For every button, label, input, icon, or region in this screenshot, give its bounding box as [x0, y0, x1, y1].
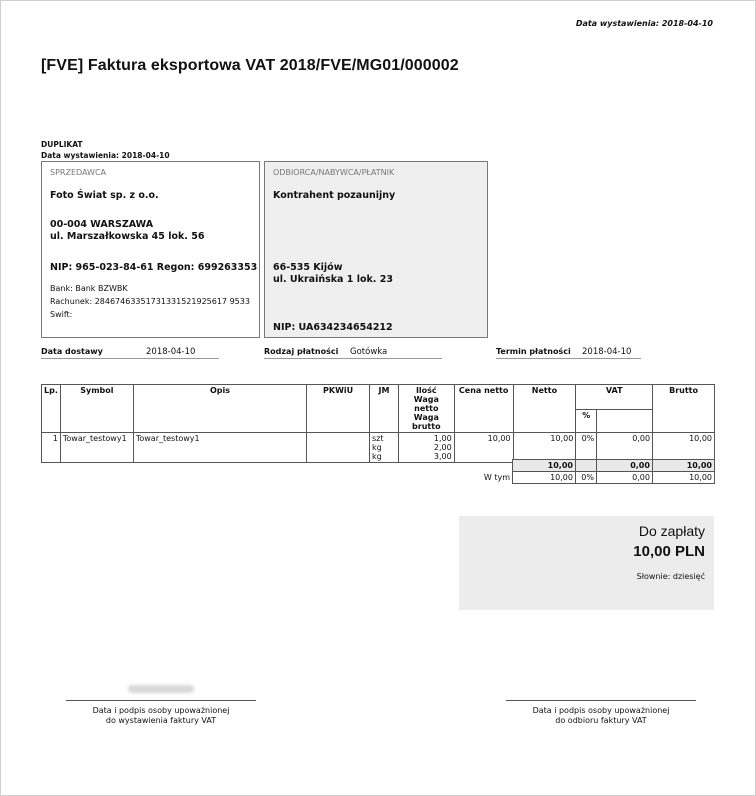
in-which-gross: 10,00: [652, 472, 714, 484]
due-date-label: Termin płatności: [496, 347, 571, 356]
col-waga-brutto-label: Waga brutto: [412, 413, 441, 431]
copy-label: DUPLIKAT: [41, 140, 83, 149]
sum-net: 10,00: [513, 460, 576, 472]
row-weight-net: 2,00: [433, 443, 452, 452]
row-lp: 1: [42, 433, 61, 463]
buyer-postal-city: 66-535 Kijów: [273, 262, 343, 273]
buyer-nip: NIP: UA634234654212: [273, 322, 393, 333]
buyer-label: ODBIORCA/NABYWCA/PŁATNIK: [273, 168, 395, 177]
delivery-date-label: Data dostawy: [41, 347, 103, 356]
row-jm-3: kg: [371, 452, 382, 461]
seller-label: SPRZEDAWCA: [50, 168, 107, 177]
table-row: [42, 433, 715, 463]
row-gross: 10,00: [653, 433, 715, 463]
in-which-label: W tym: [483, 473, 511, 482]
issuer-signature-caption: [66, 706, 256, 726]
col-ilosc: [398, 385, 454, 433]
sum-row: [41, 460, 715, 472]
row-vat-pct: 0%: [576, 433, 597, 463]
sum-vat: 0,00: [596, 460, 652, 472]
amount-due-value: 10,00 PLN: [633, 543, 705, 560]
receiver-signature-line: [506, 700, 696, 701]
amount-due-label: Do zapłaty: [638, 523, 705, 539]
totals-table: [41, 459, 715, 484]
col-symbol: Symbol: [60, 385, 133, 433]
col-vat-pct: %: [576, 410, 597, 433]
seller-nip-regon: NIP: 965-023-84-61 Regon: 699263353: [50, 262, 258, 273]
row-jm: [369, 433, 398, 463]
receiver-signature-caption: [506, 706, 696, 726]
receiver-caption-line1: Data i podpis osoby upoważnionej: [532, 706, 670, 715]
table-header-row: [42, 385, 715, 410]
amount-in-words: Słownie: dziesięć: [636, 572, 705, 581]
col-ilosc-label: Ilość: [415, 386, 437, 395]
amount-due-box: [459, 516, 714, 610]
buyer-box: [264, 161, 488, 338]
seller-account: Rachunek: 28467463351731331521925617 9533: [50, 297, 250, 306]
receiver-caption-line2: do odbioru faktury VAT: [555, 716, 647, 725]
blurred-signature: [128, 685, 194, 693]
col-opis: Opis: [133, 385, 306, 433]
row-qty-value: 1,00: [433, 434, 452, 443]
in-which-vat: 0,00: [596, 472, 652, 484]
row-weight-gross: 3,00: [433, 452, 452, 461]
due-date-underline: [496, 358, 641, 359]
row-symbol: Towar_testowy1: [60, 433, 133, 463]
buyer-street: ul. Ukraińska 1 lok. 23: [273, 274, 393, 285]
seller-bank: Bank: Bank BZWBK: [50, 284, 128, 293]
row-qty: [398, 433, 454, 463]
in-which-net: 10,00: [513, 472, 576, 484]
issue-date-top: Data wystawienia: 2018-04-10: [575, 19, 713, 28]
row-net: 10,00: [513, 433, 576, 463]
row-vat: 0,00: [597, 433, 653, 463]
col-netto: Netto: [513, 385, 576, 433]
issuer-caption-line1: Data i podpis osoby upoważnionej: [92, 706, 230, 715]
seller-box: [41, 161, 260, 338]
seller-swift: Swift:: [50, 310, 73, 319]
seller-name: Foto Świat sp. z o.o.: [50, 190, 159, 201]
issuer-caption-line2: do wystawienia faktury VAT: [105, 716, 217, 725]
col-waga-netto-label: Waga netto: [413, 395, 439, 413]
payment-type-value: Gotówka: [350, 347, 388, 357]
col-lp: Lp.: [42, 385, 61, 433]
delivery-date-underline: [41, 358, 219, 359]
row-jm-2: kg: [371, 443, 382, 452]
col-brutto: Brutto: [653, 385, 715, 433]
col-vat-amount: [597, 410, 653, 433]
buyer-name: Kontrahent pozaunijny: [273, 190, 396, 201]
items-table: [41, 384, 715, 463]
row-price-net: 10,00: [454, 433, 513, 463]
sum-gross: 10,00: [652, 460, 714, 472]
col-cena-netto: Cena netto: [454, 385, 513, 433]
col-vat: VAT: [576, 385, 653, 410]
copy-block: [41, 139, 170, 161]
seller-street: ul. Marszałkowska 45 lok. 56: [50, 231, 205, 242]
payment-type-label: Rodzaj płatności: [264, 347, 339, 356]
row-opis: Towar_testowy1: [133, 433, 306, 463]
issue-date: Data wystawienia: 2018-04-10: [41, 151, 170, 160]
row-pkwiu: [307, 433, 370, 463]
delivery-date-value: 2018-04-10: [146, 347, 196, 357]
issuer-signature-line: [66, 700, 256, 701]
sum-pct-empty: [575, 460, 596, 472]
seller-postal-city: 00-004 WARSZAWA: [50, 219, 154, 230]
row-jm-1: szt: [371, 434, 384, 443]
page-title: [FVE] Faktura eksportowa VAT 2018/FVE/MG01/000002: [41, 57, 459, 74]
in-which-pct: 0%: [575, 472, 596, 484]
col-jm: JM: [369, 385, 398, 433]
col-pkwiu: PKWiU: [307, 385, 370, 433]
in-which-row: [41, 472, 715, 484]
payment-type-underline: [264, 358, 442, 359]
due-date-value: 2018-04-10: [582, 347, 632, 357]
